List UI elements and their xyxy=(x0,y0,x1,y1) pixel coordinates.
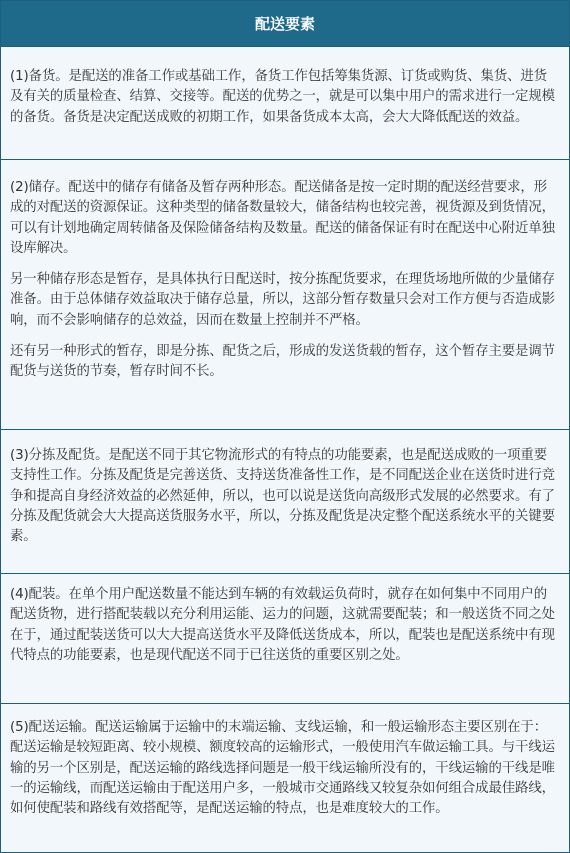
table-row-sorting xyxy=(1,430,569,574)
paragraph: (2)储存。配送中的储存有储备及暂存两种形态。配送储备是按一定时期的配送经营要求，形成的对配送的资源保证。这种类型的储备数量较大，储备结构也较完善，视货源及到货情况，可以有计划地确定周转储备及保险储备结构及数量。配送的储备保证有时在配送中心附近单独设库解决。 xyxy=(10,180,555,256)
table-row-storage xyxy=(1,160,569,430)
table-header xyxy=(1,1,569,47)
table-title: 配送要素 xyxy=(254,15,315,33)
paragraph: 还有另一种形式的暂存，即是分拣、配货之后，形成的发送货载的暂存，这个暂存主要是调节配货与送货的节奏，暂存时间不长。 xyxy=(10,344,555,380)
table-row-stocking xyxy=(1,47,569,160)
paragraph: (1)备货。是配送的准备工作或基础工作，备货工作包括筹集货源、订货或购货、集货、进货及有关的质量检查、结算、交接等。配送的优势之一，就是可以集中用户的需求进行一定规模的备货。备货是决定配送成败的初期工作，如果备货成本太高，会大大降低配送的效益。 xyxy=(10,69,555,125)
paragraph: (5)配送运输。配送运输属于运输中的末端运输、支线运输，和一般运输形态主要区别在于：配送运输是较短距离、较小规模、额度较高的运输形式，一般使用汽车做运输工具。与干线运输的另一个区别是，配送运输的路线选择问题是一般干线运输所没有的，干线运输的干线是唯一的运输线，而配送运输由于配送用户多，一般城市交通路线又较复杂如何组合成最佳路线，如何使配装和路线有效搭配等，是配送运输的特点，也是难度较大的工作。 xyxy=(10,720,555,817)
table-row-loading xyxy=(1,574,569,704)
paragraph: (3)分拣及配货。是配送不同于其它物流形式的有特点的功能要素，也是配送成败的一项重要支持性工作。分拣及配货是完善送货、支持送货准备性工作，是不同配送企业在送货时进行竞争和提高自身经济效益的必然延伸，所以，也可以说是送货向高级形式发展的必然要求。有了分拣及配货就会大大提高送货服务水平，所以，分拣及配货是决定整个配送系统水平的关键要素。 xyxy=(10,448,555,545)
paragraph: 另一种储存形态是暂存，是具体执行日配送时，按分拣配货要求，在理货场地所做的少量储存准备。由于总体储存效益取决于储存总量，所以，这部分暂存数量只会对工作方便与否造成影响，而不会影响储存的总效益，因而在数量上控制并不严格。 xyxy=(10,272,555,328)
paragraph: (4)配装。在单个用户配送数量不能达到车辆的有效载运负荷时，就存在如何集中不同用户的配送货物，进行搭配装载以充分利用运能、运力的问题，这就需要配装；和一般送货不同之处在于，通过配装送货可以大大提高送货水平及降低送货成本，所以，配装也是配送系统中有现代特点的功能要素，也是现代配送不同于已往送货的重要区别之处。 xyxy=(10,587,555,663)
table-row-transport xyxy=(1,704,569,852)
